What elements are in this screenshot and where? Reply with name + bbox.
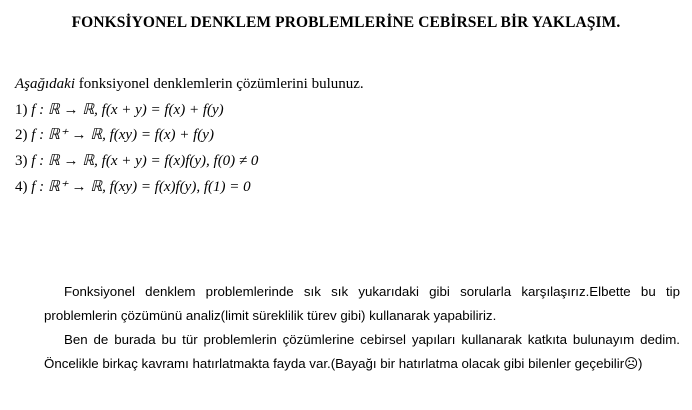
intro-lead: Aşağıdaki [15, 76, 75, 92]
paragraph-1 [44, 280, 680, 328]
equation-text: f : ℝ⁺ → ℝ, f(xy) = f(x) + f(y) [31, 127, 214, 143]
paragraph-text: Fonksiyonel denklem problemlerinde sık sık yukarıdaki gibi sorularla karşılaşırız.Elbette bu tip problemlerin çözümünü analiz(limit süreklilik türev gibi) kullanarak yapabiliriz. [44, 284, 680, 323]
equation-number: 1) [15, 102, 28, 118]
paragraph-2 [44, 328, 680, 376]
equation-1 [15, 100, 224, 119]
intro-rest: fonksiyonel denklemlerin çözümlerini bulunuz. [75, 76, 364, 92]
equation-3 [15, 151, 258, 170]
equation-number: 3) [15, 153, 28, 169]
equation-number: 2) [15, 127, 28, 143]
equation-number: 4) [15, 179, 28, 195]
document-title: FONKSİYONEL DENKLEM PROBLEMLERİNE CEBİRSEL BİR YAKLAŞIM. [71, 14, 621, 31]
intro-sentence [15, 76, 364, 93]
paragraph-text: Ben de burada bu tür problemlerin çözümlerine cebirsel yapıları kullanarak katkıta bulunayım dedim. Öncelikle birkaç kavramı hatırlatmakta fayda var.(Bayağı bir hatırlatma olacak gibi bilenler geçebilir☹) [44, 332, 680, 371]
equation-text: f : ℝ⁺ → ℝ, f(xy) = f(x)f(y), f(1) = 0 [31, 179, 251, 195]
equation-text: f : ℝ → ℝ, f(x + y) = f(x)f(y), f(0) ≠ 0 [31, 153, 259, 169]
equation-text: f : ℝ → ℝ, f(x + y) = f(x) + f(y) [31, 102, 224, 118]
equation-4 [15, 177, 251, 196]
equation-2 [15, 125, 214, 144]
